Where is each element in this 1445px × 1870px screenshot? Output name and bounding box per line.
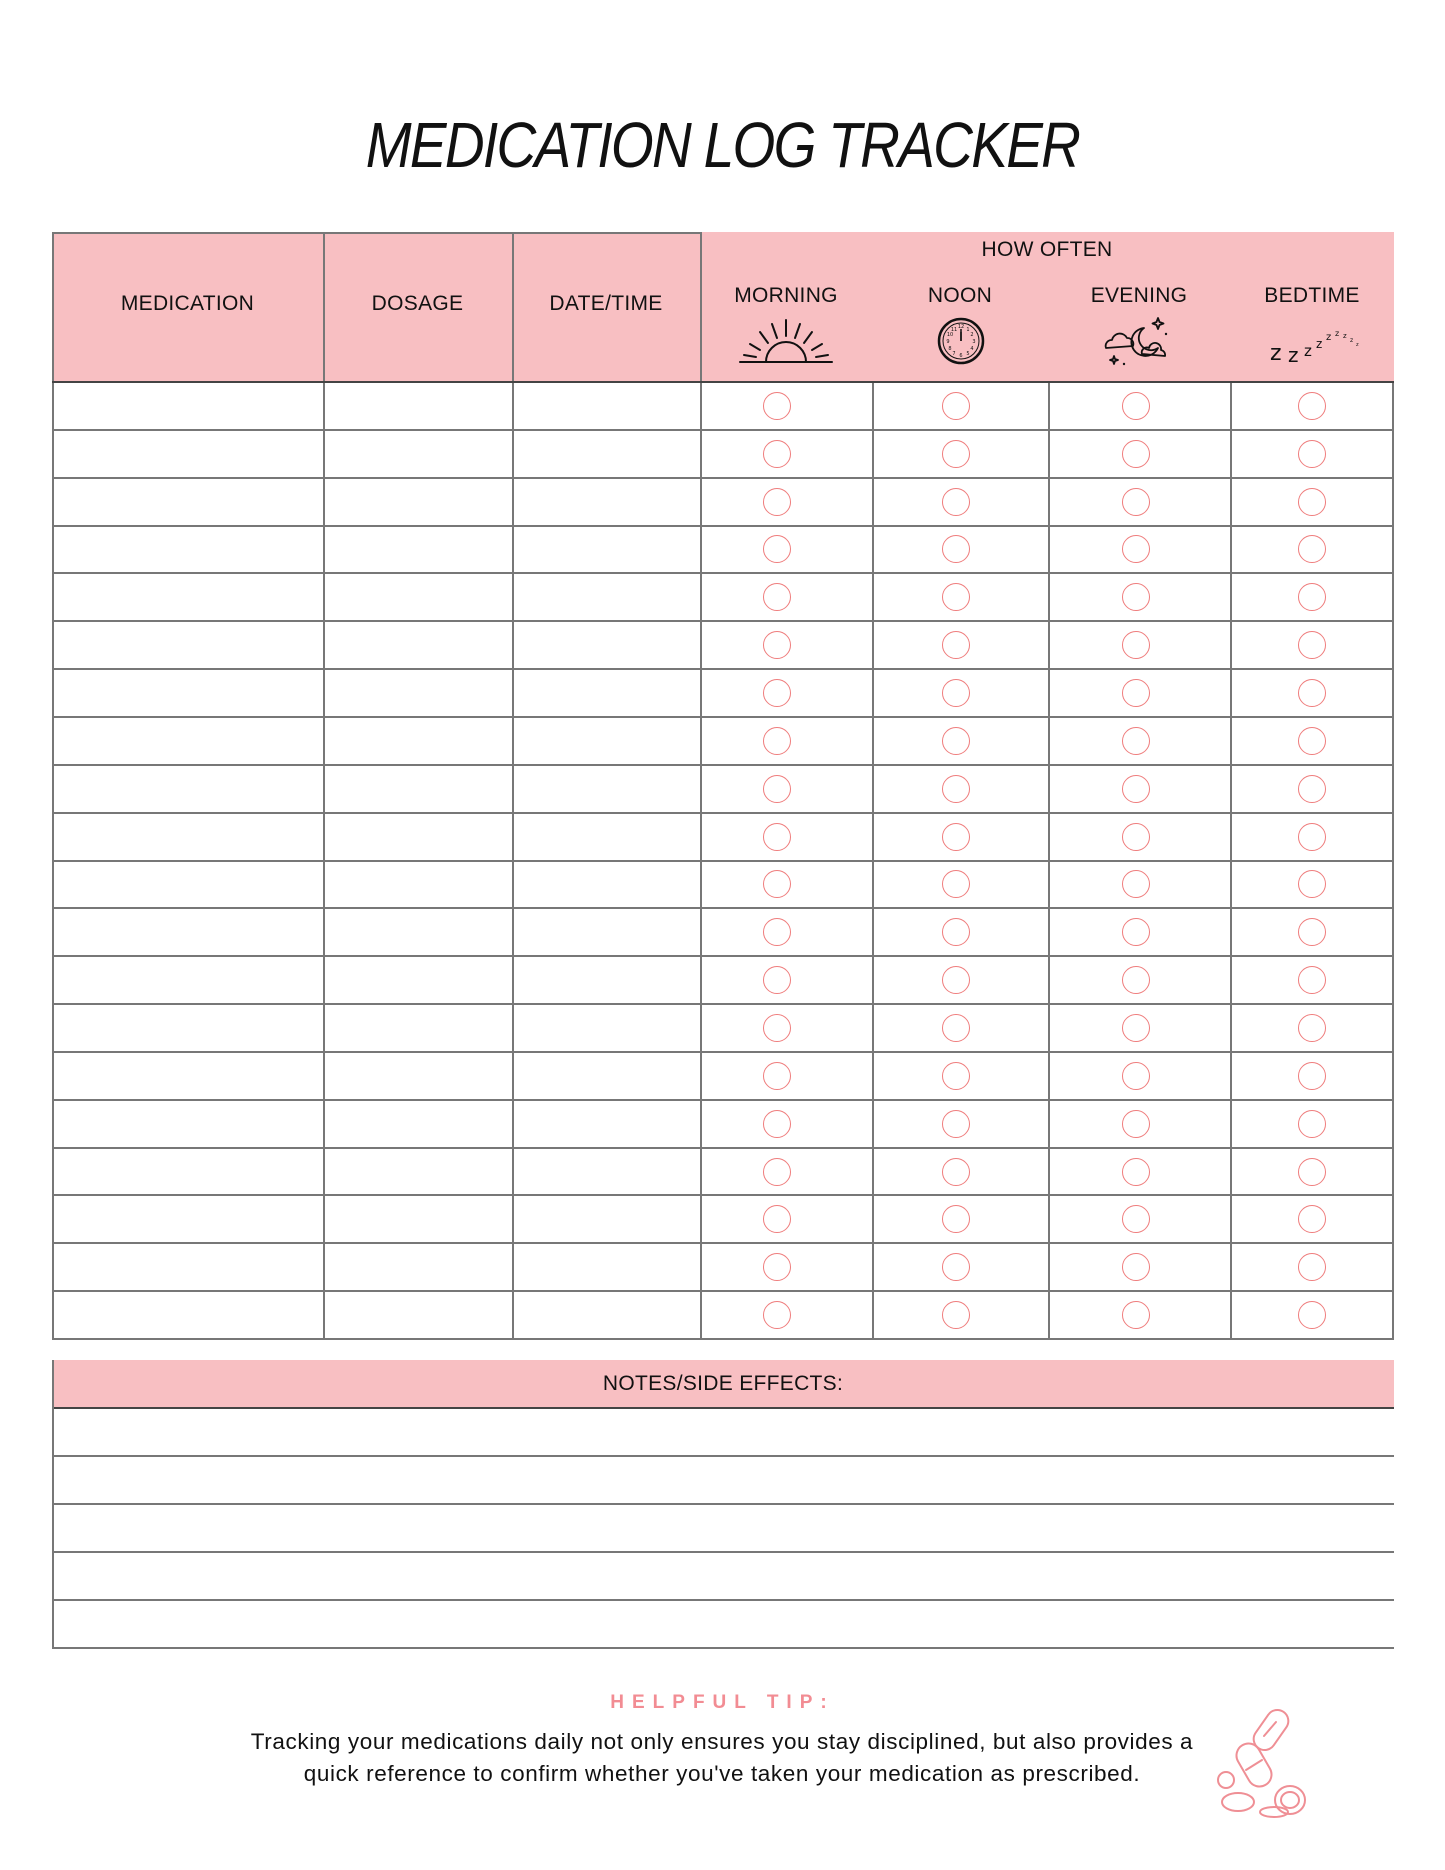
checkbox-bedtime[interactable] <box>1298 966 1326 994</box>
row-line <box>52 429 1394 431</box>
checkbox-noon[interactable] <box>942 488 970 516</box>
svg-text:z: z <box>1288 343 1299 366</box>
checkbox-evening[interactable] <box>1122 392 1150 420</box>
sunrise-icon <box>738 316 834 366</box>
checkbox-evening[interactable] <box>1122 631 1150 659</box>
checkbox-evening[interactable] <box>1122 1205 1150 1233</box>
svg-text:z: z <box>1270 341 1282 366</box>
header-dosage <box>323 232 512 382</box>
checkbox-morning[interactable] <box>763 823 791 851</box>
divider-2 <box>512 232 514 1339</box>
checkbox-noon[interactable] <box>942 775 970 803</box>
checkbox-noon[interactable] <box>942 535 970 563</box>
checkbox-evening[interactable] <box>1122 679 1150 707</box>
checkbox-evening[interactable] <box>1122 1253 1150 1281</box>
row-line <box>52 1290 1394 1292</box>
notes-line[interactable] <box>52 1455 1394 1457</box>
checkbox-morning[interactable] <box>763 679 791 707</box>
time-label-noon: NOON <box>927 284 993 307</box>
notes-line[interactable] <box>52 1503 1394 1505</box>
svg-text:z: z <box>1356 342 1359 348</box>
checkbox-noon[interactable] <box>942 1158 970 1186</box>
checkbox-morning[interactable] <box>763 870 791 898</box>
table-left-border <box>52 232 54 1339</box>
header-how-often <box>700 232 1394 382</box>
checkbox-noon[interactable] <box>942 823 970 851</box>
row-line <box>52 716 1394 718</box>
notes-heading: NOTES/SIDE EFFECTS: <box>602 1372 844 1395</box>
checkbox-bedtime[interactable] <box>1298 1205 1326 1233</box>
checkbox-morning[interactable] <box>763 966 791 994</box>
checkbox-evening[interactable] <box>1122 1014 1150 1042</box>
svg-text:1: 1 <box>966 327 970 333</box>
checkbox-bedtime[interactable] <box>1298 583 1326 611</box>
svg-text:9: 9 <box>946 339 950 345</box>
checkbox-morning[interactable] <box>763 775 791 803</box>
pills-icon <box>1212 1700 1322 1820</box>
notes-line[interactable] <box>52 1599 1394 1601</box>
notes-line[interactable] <box>52 1551 1394 1553</box>
checkbox-evening[interactable] <box>1122 1110 1150 1138</box>
checkbox-bedtime[interactable] <box>1298 918 1326 946</box>
svg-text:7: 7 <box>952 351 956 357</box>
checkbox-bedtime[interactable] <box>1298 679 1326 707</box>
checkbox-noon[interactable] <box>942 1205 970 1233</box>
svg-text:6: 6 <box>959 353 963 359</box>
time-label-evening: EVENING <box>1090 284 1188 307</box>
svg-text:5: 5 <box>966 351 970 357</box>
checkbox-evening[interactable] <box>1122 727 1150 755</box>
checkbox-bedtime[interactable] <box>1298 823 1326 851</box>
checkbox-evening[interactable] <box>1122 1158 1150 1186</box>
header-datetime <box>512 232 700 382</box>
row-line <box>52 477 1394 479</box>
checkbox-bedtime[interactable] <box>1298 1253 1326 1281</box>
checkbox-noon[interactable] <box>942 1301 970 1329</box>
row-line <box>52 572 1394 574</box>
checkbox-bedtime[interactable] <box>1298 631 1326 659</box>
checkbox-evening[interactable] <box>1122 440 1150 468</box>
tip-heading: HELPFUL TIP: <box>610 1692 835 1713</box>
checkbox-morning[interactable] <box>763 1062 791 1090</box>
checkbox-noon[interactable] <box>942 870 970 898</box>
notes-header <box>52 1360 1394 1408</box>
checkbox-bedtime[interactable] <box>1298 1062 1326 1090</box>
header-dosage-label: DOSAGE <box>371 292 464 315</box>
checkbox-bedtime[interactable] <box>1298 1110 1326 1138</box>
row-line <box>52 1147 1394 1149</box>
notes-section <box>52 1360 1394 1648</box>
header-medication-label: MEDICATION <box>120 292 255 315</box>
checkbox-evening[interactable] <box>1122 966 1150 994</box>
svg-text:12: 12 <box>957 324 965 330</box>
how-often-label: HOW OFTEN <box>981 238 1113 261</box>
time-label-bedtime: BEDTIME <box>1264 284 1360 307</box>
checkbox-bedtime[interactable] <box>1298 535 1326 563</box>
row-line <box>52 955 1394 957</box>
row-line <box>52 668 1394 670</box>
checkbox-noon[interactable] <box>942 918 970 946</box>
checkbox-noon[interactable] <box>942 727 970 755</box>
checkbox-bedtime[interactable] <box>1298 392 1326 420</box>
svg-text:2: 2 <box>970 332 974 338</box>
checkbox-noon[interactable] <box>942 1062 970 1090</box>
svg-text:z: z <box>1335 329 1340 338</box>
svg-text:8: 8 <box>948 346 952 352</box>
checkbox-morning[interactable] <box>763 1301 791 1329</box>
checkbox-morning[interactable] <box>763 1110 791 1138</box>
svg-text:z: z <box>1343 332 1347 340</box>
checkbox-evening[interactable] <box>1122 918 1150 946</box>
divider-3 <box>700 232 702 1339</box>
row-line <box>52 907 1394 909</box>
checkbox-morning[interactable] <box>763 535 791 563</box>
row-line <box>52 812 1394 814</box>
checkbox-evening[interactable] <box>1122 488 1150 516</box>
header-medication <box>52 232 323 382</box>
checkbox-morning[interactable] <box>763 1014 791 1042</box>
checkbox-noon[interactable] <box>942 679 970 707</box>
checkbox-evening[interactable] <box>1122 583 1150 611</box>
checkbox-evening[interactable] <box>1122 775 1150 803</box>
row-line <box>52 1242 1394 1244</box>
clock-icon <box>936 316 986 366</box>
table-top-border <box>52 232 700 234</box>
zzz-icon <box>1268 316 1364 366</box>
row-line <box>52 1338 1394 1340</box>
checkbox-morning[interactable] <box>763 392 791 420</box>
svg-text:10: 10 <box>946 332 954 338</box>
notes-line[interactable] <box>52 1647 1394 1649</box>
row-line <box>52 1194 1394 1196</box>
checkbox-morning[interactable] <box>763 1253 791 1281</box>
checkbox-evening[interactable] <box>1122 870 1150 898</box>
checkbox-bedtime[interactable] <box>1298 1158 1326 1186</box>
medication-log-table <box>52 232 1394 1339</box>
checkbox-morning[interactable] <box>763 440 791 468</box>
checkbox-noon[interactable] <box>942 392 970 420</box>
svg-text:4: 4 <box>970 346 974 352</box>
svg-text:z: z <box>1316 337 1323 351</box>
checkbox-bedtime[interactable] <box>1298 440 1326 468</box>
svg-text:3: 3 <box>972 339 976 345</box>
checkbox-bedtime[interactable] <box>1298 488 1326 516</box>
checkbox-evening[interactable] <box>1122 823 1150 851</box>
checkbox-morning[interactable] <box>763 631 791 659</box>
row-line <box>52 1099 1394 1101</box>
checkbox-noon[interactable] <box>942 1253 970 1281</box>
checkbox-morning[interactable] <box>763 1205 791 1233</box>
svg-text:11: 11 <box>950 327 958 333</box>
divider-1 <box>323 232 325 1339</box>
checkbox-morning[interactable] <box>763 488 791 516</box>
checkbox-noon[interactable] <box>942 583 970 611</box>
checkbox-bedtime[interactable] <box>1298 775 1326 803</box>
row-line <box>52 860 1394 862</box>
svg-text:z: z <box>1350 337 1354 344</box>
row-line <box>52 525 1394 527</box>
checkbox-noon[interactable] <box>942 966 970 994</box>
checkbox-morning[interactable] <box>763 918 791 946</box>
checkbox-bedtime[interactable] <box>1298 870 1326 898</box>
checkbox-noon[interactable] <box>942 631 970 659</box>
row-line <box>52 1003 1394 1005</box>
checkbox-noon[interactable] <box>942 440 970 468</box>
moon-cloud-icon <box>1100 314 1176 368</box>
checkbox-morning[interactable] <box>763 1158 791 1186</box>
checkbox-evening[interactable] <box>1122 1301 1150 1329</box>
time-label-morning: MORNING <box>734 284 838 307</box>
checkbox-evening[interactable] <box>1122 535 1150 563</box>
row-line <box>52 764 1394 766</box>
checkbox-morning[interactable] <box>763 583 791 611</box>
checkbox-bedtime[interactable] <box>1298 727 1326 755</box>
header-bottom-border <box>52 381 1394 383</box>
checkbox-bedtime[interactable] <box>1298 1014 1326 1042</box>
checkbox-noon[interactable] <box>942 1110 970 1138</box>
header-datetime-label: DATE/TIME <box>549 292 663 315</box>
svg-text:z: z <box>1304 342 1312 360</box>
page-title: MEDICATION LOG TRACKER <box>365 109 1080 181</box>
notes-header-border <box>52 1407 1394 1409</box>
checkbox-morning[interactable] <box>763 727 791 755</box>
row-line <box>52 620 1394 622</box>
checkbox-noon[interactable] <box>942 1014 970 1042</box>
checkbox-bedtime[interactable] <box>1298 1301 1326 1329</box>
row-line <box>52 1051 1394 1053</box>
tip-body: Tracking your medications daily not only ensures you stay disciplined, but also provides a quick reference to confirm whether you've taken your medication as prescribed. <box>250 1729 1194 1786</box>
checkbox-evening[interactable] <box>1122 1062 1150 1090</box>
svg-text:z: z <box>1326 332 1332 343</box>
